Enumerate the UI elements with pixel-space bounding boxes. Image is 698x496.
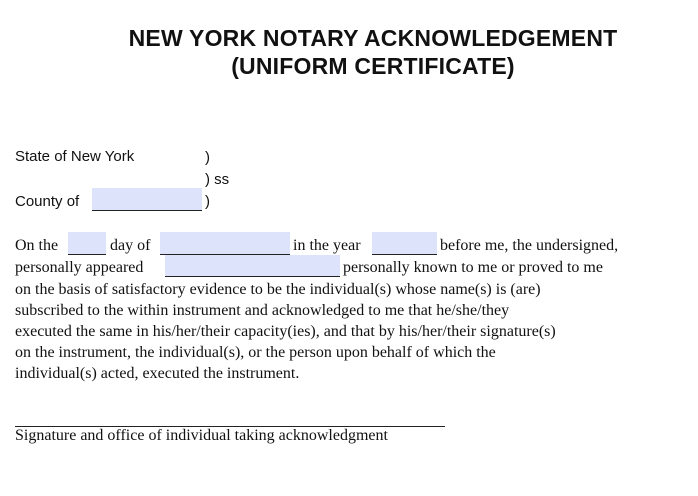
text-on-the: On the	[15, 237, 59, 254]
title-line-2: (UNIFORM CERTIFICATE)	[231, 53, 515, 79]
venue-ss: ) ss	[205, 171, 230, 188]
text-in-the-year: in the year	[293, 237, 361, 254]
appeared-name-field[interactable]	[165, 255, 340, 277]
day-field[interactable]	[68, 232, 106, 255]
signature-caption: Signature and office of individual taking acknowledgment	[15, 427, 388, 444]
text-before-me: before me, the undersigned,	[440, 237, 619, 254]
title-line-1: NEW YORK NOTARY ACKNOWLEDGEMENT	[128, 25, 618, 51]
body-line-3: on the basis of satisfactory evidence to be the individual(s) whose name(s) is (are)	[15, 281, 541, 298]
county-field[interactable]	[92, 188, 202, 211]
state-label: State of New York	[15, 148, 135, 165]
document-title	[0, 24, 698, 80]
body-line-5: executed the same in his/her/their capacity(ies), and that by his/her/their signature(s)	[15, 323, 556, 340]
text-personally-appeared: personally appeared	[15, 259, 144, 276]
body-line-4: subscribed to the within instrument and acknowledged to me that he/she/they	[15, 302, 510, 319]
signature-line[interactable]	[15, 404, 445, 427]
month-field[interactable]	[160, 232, 290, 255]
venue-paren-3: )	[205, 193, 210, 210]
body-line-6: on the instrument, the individual(s), or the person upon behalf of which the	[15, 344, 496, 361]
text-personally-known: personally known to me or proved to me	[343, 259, 603, 276]
year-field[interactable]	[372, 232, 437, 255]
body-line-7: individual(s) acted, executed the instrument.	[15, 365, 300, 382]
text-day-of: day of	[110, 237, 151, 254]
county-label: County of	[15, 193, 80, 210]
venue-paren-1: )	[205, 149, 210, 166]
